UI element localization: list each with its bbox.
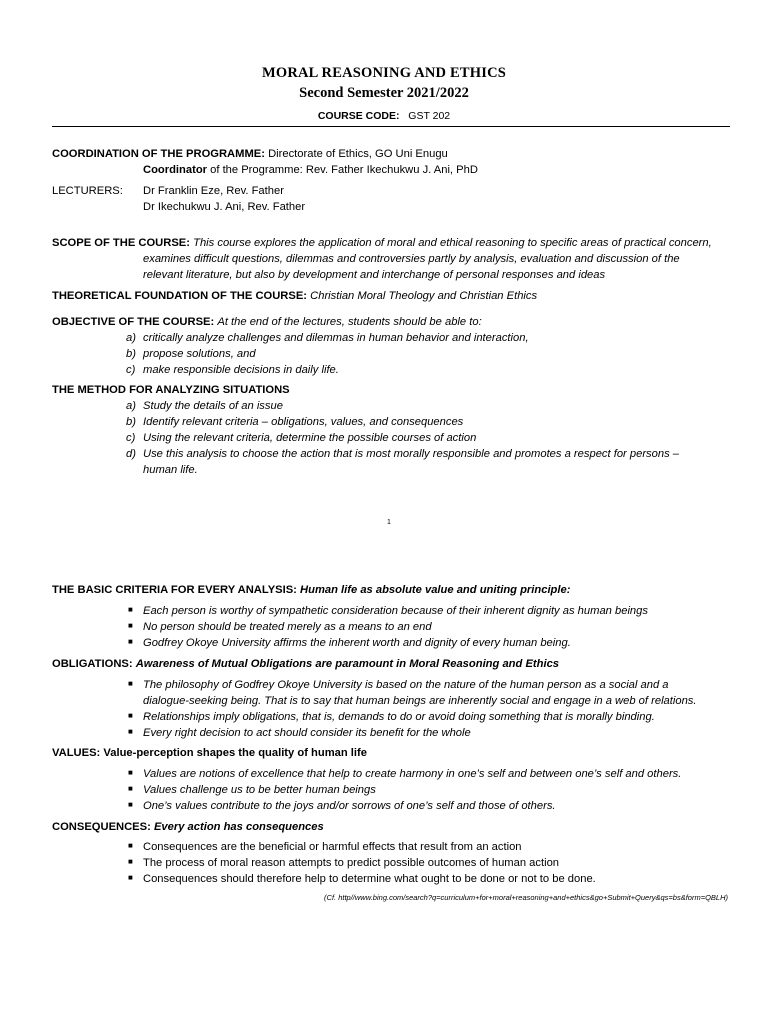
bullet-icon: ■ <box>128 841 133 850</box>
list-item-text: Consequences are the beneficial or harmful effects that result from an action <box>143 841 522 853</box>
bullet-icon: ■ <box>128 857 133 866</box>
scope-text: This course explores the application of moral and ethical reasoning to specific areas of practical concern, <box>193 237 712 249</box>
list-item <box>0 800 768 816</box>
list-item-text: No person should be treated merely as a means to an end <box>143 621 432 633</box>
consequences-sub: Every action has consequences <box>153 821 324 833</box>
list-item <box>0 400 768 416</box>
document-title: MORAL REASONING AND ETHICS <box>261 65 507 81</box>
list-item-continuation <box>0 464 768 480</box>
list-item <box>0 605 768 621</box>
list-item-text: The process of moral reason attempts to predict possible outcomes of human action <box>143 857 560 869</box>
values-line <box>52 747 367 759</box>
lecturer-name: Dr Ikechukwu J. Ani, Rev. Father <box>143 201 306 213</box>
bullet-icon: ■ <box>128 621 133 630</box>
values-sub: Value-perception shapes the quality of human life <box>103 747 367 759</box>
list-item-text: One’s values contribute to the joys and/or sorrows of one’s self and those of others. <box>143 800 556 812</box>
bullet-icon: ■ <box>128 727 133 736</box>
list-item <box>0 711 768 727</box>
obligations-label: OBLIGATIONS: <box>52 658 133 670</box>
objective-line <box>52 316 482 328</box>
coordination-line <box>52 148 448 160</box>
list-item <box>0 841 768 857</box>
list-item-label: a) <box>126 332 136 344</box>
bullet-icon: ■ <box>128 784 133 793</box>
objective-intro: At the end of the lectures, students should be able to: <box>217 316 482 328</box>
list-item-text: make responsible decisions in daily life. <box>143 364 339 376</box>
list-item-label: c) <box>126 364 136 376</box>
scope-line <box>52 237 712 249</box>
objective-label: OBJECTIVE OF THE COURSE: <box>52 316 215 328</box>
lecturer-name: Dr Franklin Eze, Rev. Father <box>143 185 284 197</box>
list-item-text: human life. <box>143 464 198 476</box>
consequences-line <box>52 821 324 833</box>
list-item <box>0 679 768 711</box>
list-item-text: Consequences should therefore help to determine what ought to be done or not to be done. <box>143 873 596 885</box>
coordinator-line <box>143 164 478 176</box>
coordinator-label: Coordinator <box>143 164 208 176</box>
bullet-icon: ■ <box>128 873 133 882</box>
list-item-text: Study the details of an issue <box>143 400 283 412</box>
list-item-text: Every right decision to act should consider its benefit for the whole <box>143 727 471 739</box>
list-item <box>0 768 768 784</box>
consequences-label: CONSEQUENCES: <box>52 821 151 833</box>
list-item <box>0 432 768 448</box>
list-item-text: critically analyze challenges and dilemmas in human behavior and interaction, <box>143 332 529 344</box>
semester-subtitle: Second Semester 2021/2022 <box>299 85 469 101</box>
method-label: THE METHOD FOR ANALYZING SITUATIONS <box>52 384 290 396</box>
list-item-text: Using the relevant criteria, determine the possible courses of action <box>143 432 477 444</box>
list-item-text: Use this analysis to choose the action that is most morally responsible and promotes a respect for persons – <box>143 448 680 460</box>
bullet-icon: ■ <box>128 711 133 720</box>
foundation-line <box>52 290 537 302</box>
list-item-label: b) <box>126 416 136 428</box>
list-item-text: The philosophy of Godfrey Okoye University is based on the nature of the human person as a social and a <box>143 679 669 691</box>
scope-text: relevant literature, but also by development and interchange of personal responses and ideas <box>143 269 606 281</box>
bullet-icon: ■ <box>128 679 133 688</box>
list-item <box>0 857 768 873</box>
list-item <box>0 448 768 464</box>
list-item-text: Each person is worthy of sympathetic consideration because of their inherent dignity as human beings <box>143 605 648 617</box>
header-divider <box>52 126 730 127</box>
list-item <box>0 416 768 432</box>
list-item-text: Godfrey Okoye University affirms the inherent worth and dignity of every human being. <box>143 637 571 649</box>
bullet-icon: ■ <box>128 605 133 614</box>
list-item <box>0 332 768 348</box>
list-item-label: b) <box>126 348 136 360</box>
obligations-sub: Awareness of Mutual Obligations are paramount in Moral Reasoning and Ethics <box>135 658 560 670</box>
coordinator-value: of the Programme: Rev. Father Ikechukwu J. Ani, PhD <box>210 164 478 176</box>
list-item-text: Values are notions of excellence that help to create harmony in one’s self and between one’s self and others. <box>143 768 682 780</box>
list-item <box>0 637 768 653</box>
bullet-icon: ■ <box>128 768 133 777</box>
list-item-text: propose solutions, and <box>143 348 256 360</box>
coordination-label: COORDINATION OF THE PROGRAMME: <box>52 148 265 160</box>
list-item-text: Relationships imply obligations, that is, demands to do or avoid doing something that is morally binding. <box>143 711 655 723</box>
scope-text: examines difficult questions, dilemmas and controversies partly by analysis, evaluation and discussion of the <box>143 253 680 265</box>
bullet-icon: ■ <box>128 637 133 646</box>
list-item-label: d) <box>126 448 136 460</box>
obligations-line <box>52 658 559 670</box>
list-item <box>0 348 768 364</box>
list-item <box>0 364 768 380</box>
basic-criteria-line <box>52 584 570 596</box>
page-number: 1 <box>387 519 391 526</box>
course-code-label: COURSE CODE: <box>317 110 400 122</box>
course-code-value: GST 202 <box>408 110 451 122</box>
list-item-text: Values challenge us to be better human beings <box>143 784 376 796</box>
reference-citation: (Cf. http//www.bing.com/search?q=curriculum+for+moral+reasoning+and+ethics&go+Submit+Query&qs=bs&form=QBLH) <box>324 893 728 902</box>
list-item-text: dialogue-seeking being. That is to say that human beings are inherently social and engage in a web of relations. <box>143 695 697 707</box>
list-item <box>0 873 768 889</box>
foundation-value: Christian Moral Theology and Christian Ethics <box>310 290 538 302</box>
list-item <box>0 727 768 743</box>
scope-label: SCOPE OF THE COURSE: <box>52 237 190 249</box>
foundation-label: THEORETICAL FOUNDATION OF THE COURSE: <box>52 290 308 302</box>
values-label: VALUES: <box>52 747 101 759</box>
list-item-label: c) <box>126 432 136 444</box>
course-code-line <box>0 110 768 122</box>
list-item-text: Identify relevant criteria – obligations, values, and consequences <box>143 416 464 428</box>
list-item-label: a) <box>126 400 136 412</box>
bullet-icon: ■ <box>128 800 133 809</box>
basic-criteria-label: THE BASIC CRITERIA FOR EVERY ANALYSIS: <box>52 584 297 596</box>
basic-criteria-sub: Human life as absolute value and uniting principle: <box>300 584 571 596</box>
coordination-value: Directorate of Ethics, GO Uni Enugu <box>268 148 448 160</box>
lecturers-label: LECTURERS: <box>52 185 123 197</box>
list-item <box>0 621 768 637</box>
list-item <box>0 784 768 800</box>
